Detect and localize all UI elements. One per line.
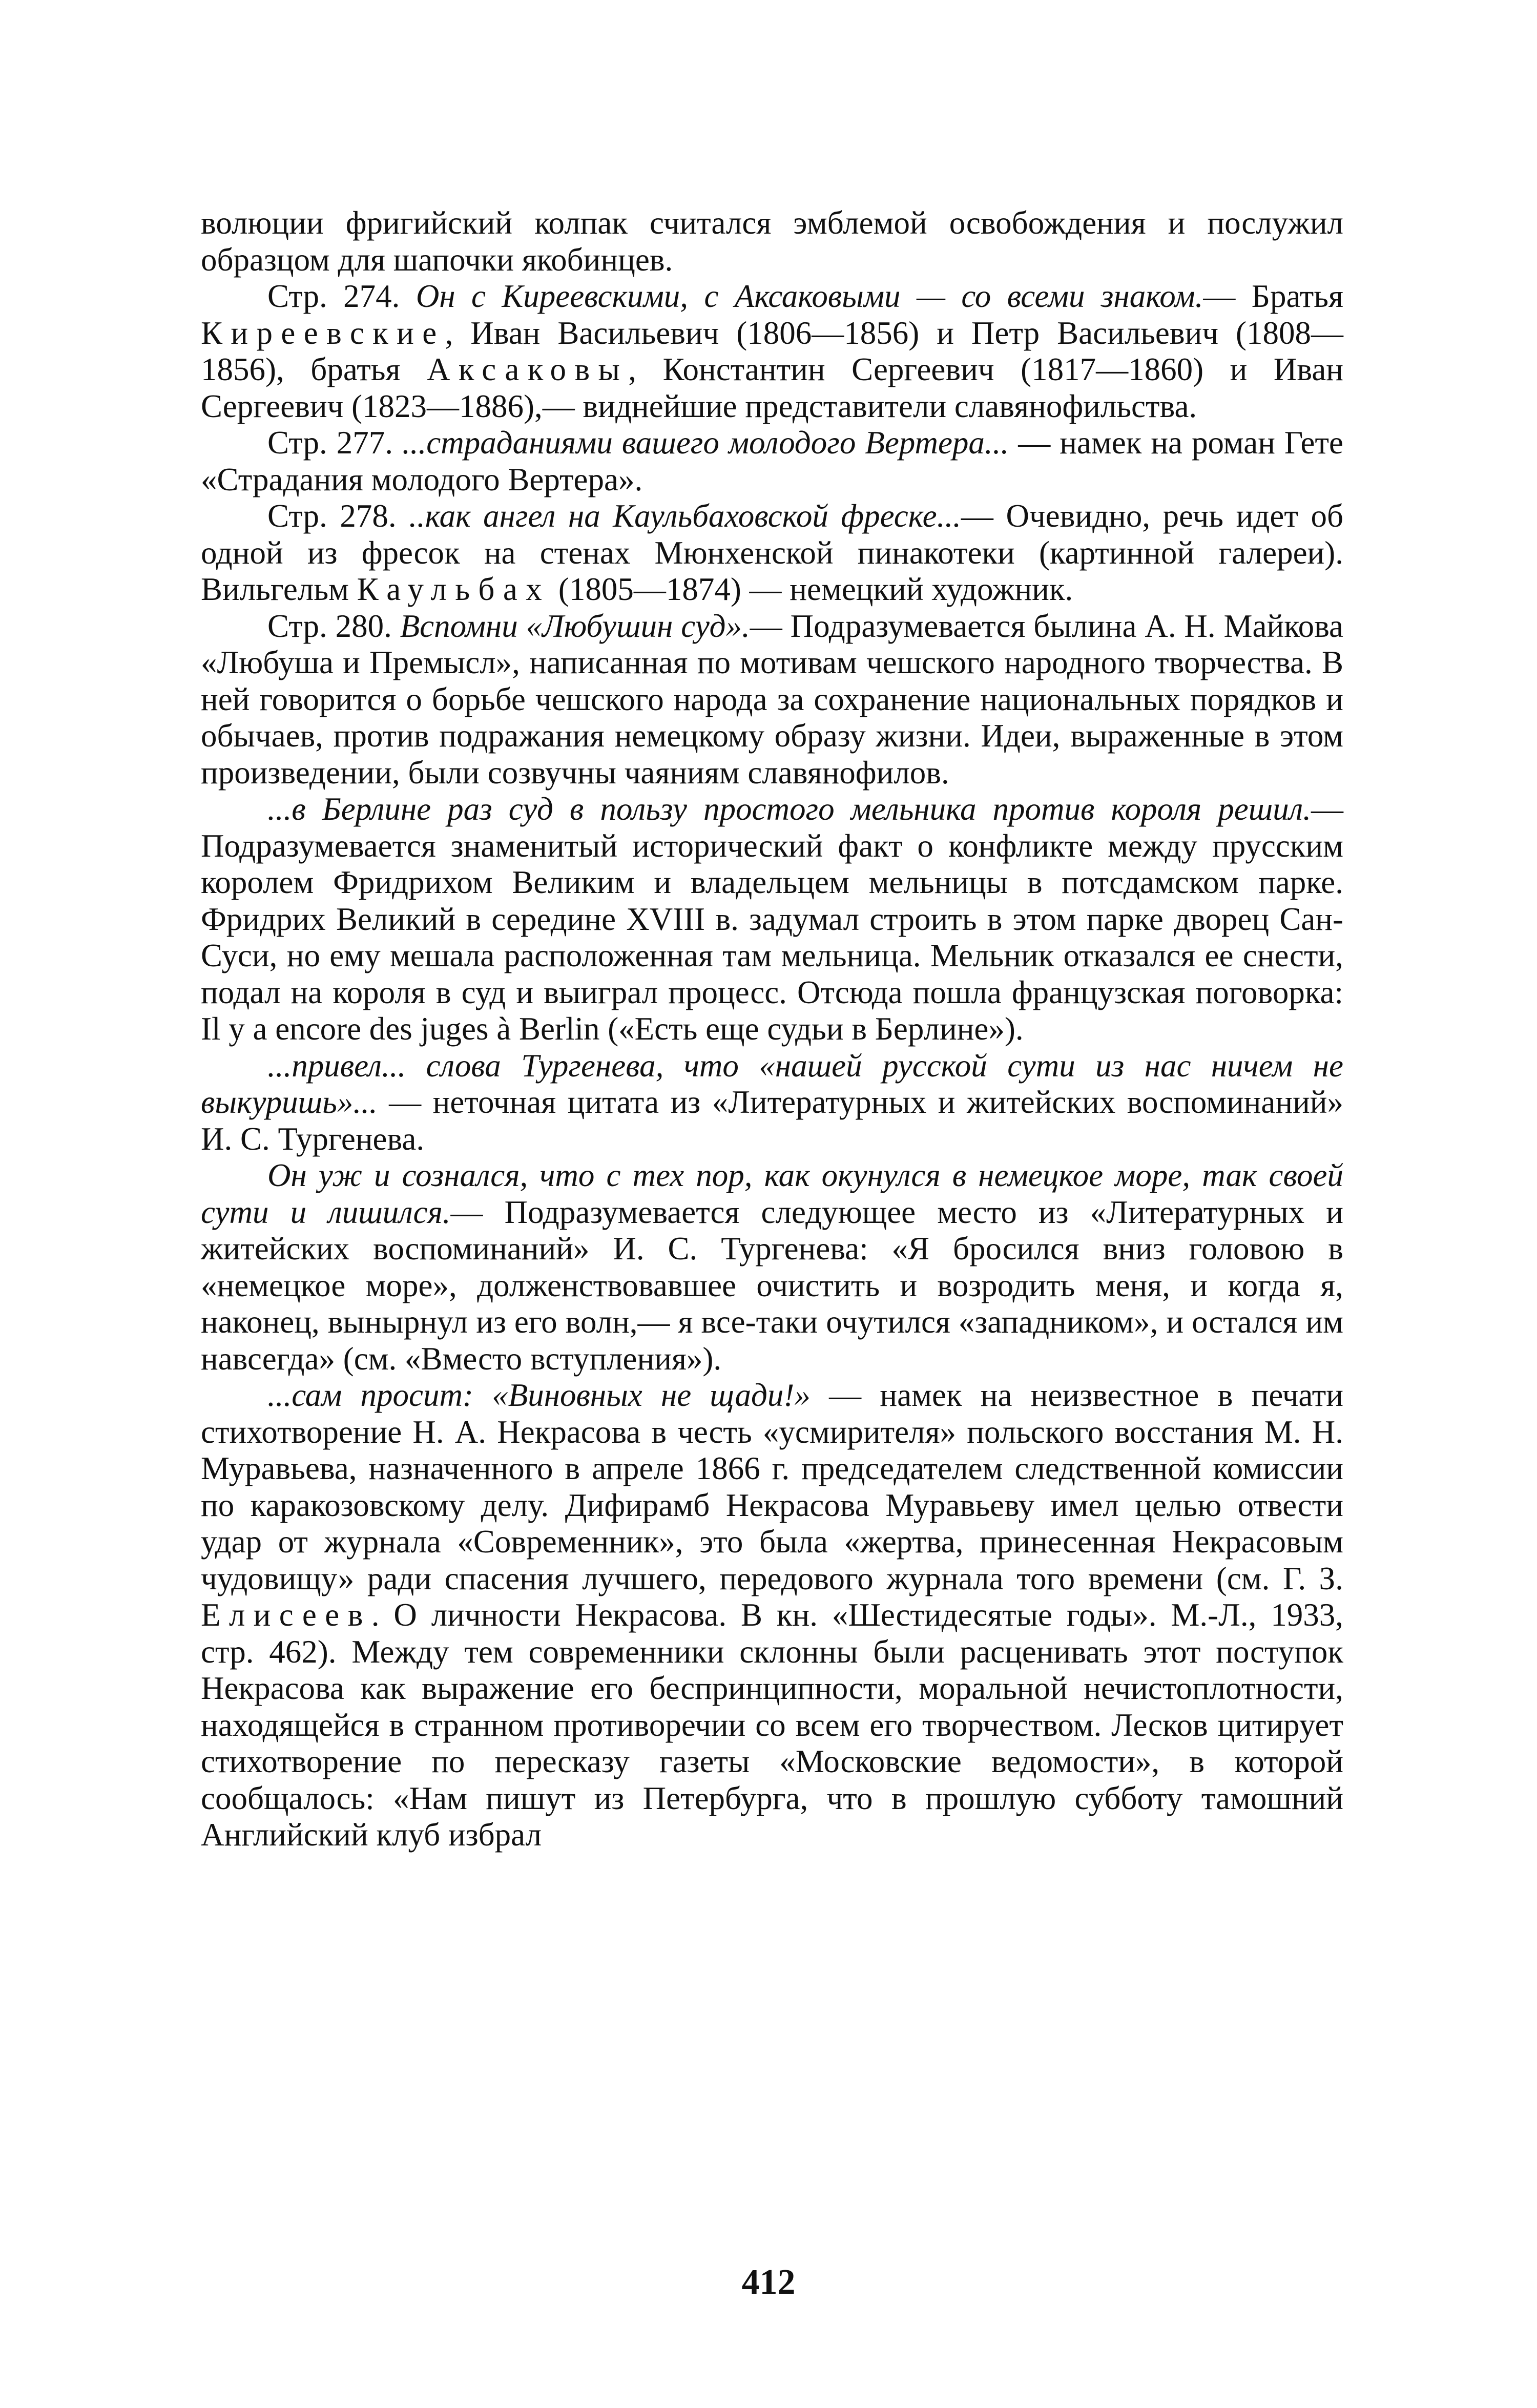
paragraph-6: [201, 1048, 1343, 1158]
quoted-phrase: Он уж и сознался, что с тех пор, как окунулся в немецкое море, так своей сути и лишился.: [201, 1157, 1343, 1230]
name-spaced: Елисеев: [201, 1597, 371, 1633]
name-spaced: Киреевские: [201, 315, 445, 351]
commentary-text: — намек на роман Гете «Страдания молодого Вертера».: [201, 425, 1343, 497]
paragraph-5: [201, 791, 1343, 1048]
commentary-text: — Подразумевается былина А. Н. Майкова «Любуша и Премысл», написанная по мотивам чешского народного творчества. В ней говорится о борьбе чешского народа за сохранение национальных порядков и обычаев, против подражания немецкому образу жизни. Идеи, выраженные в этом произведении, были созвучны чаяниям славянофилов.: [201, 608, 1344, 791]
quoted-phrase: ...в Берлине раз суд в пользу простого мельника против короля решил.: [267, 791, 1311, 827]
commentary-text: — Братья: [1203, 278, 1344, 314]
paragraph-8: [201, 1377, 1343, 1854]
paragraph-3: [201, 498, 1343, 608]
paragraph-7: [201, 1157, 1343, 1377]
commentary-text: , Иван Васильевич (1806—1856) и Петр Васильевич (1808—1856), братья: [201, 315, 1343, 387]
quoted-phrase: ..как ангел на Каульбаховской фреске...: [409, 498, 961, 534]
quoted-phrase: ...сам просит: «Виновных не щади!»: [267, 1377, 811, 1413]
commentary-text: . О личности Некрасова. В кн. «Шестидесятые годы». М.-Л., 1933, стр. 462). Между тем современники склонны были расценивать этот поступок Некрасова как выражение его беспринципности, моральной нечистоплотности, находящейся в странном противоречии со всем его творчеством. Лесков цитирует стихотворение по пересказу газеты «Московские ведомости», в которой сообщалось: «Нам пишут из Петербурга, что в прошлую субботу тамошний Английский клуб избрал: [201, 1597, 1343, 1853]
page-reference: Стр. 280.: [267, 608, 400, 644]
commentary-text: волюции фригийский колпак считался эмблемой освобождения и послужил образцом для шапочки якобинцев.: [201, 205, 1343, 278]
commentary-text: — Очевидно, речь идет об одной из фресок на стенах Мюнхенской пинакотеки (картинной галереи). Вильгельм: [201, 498, 1343, 607]
page-reference: Стр. 274.: [267, 278, 416, 314]
name-spaced: Аксаковы: [427, 351, 629, 387]
page-reference: Стр. 277.: [267, 425, 403, 461]
quoted-phrase: ...привел... слова Тургенева, что «нашей русской сути из нас ничем не выкуришь»...: [201, 1047, 1343, 1120]
paragraph-4: [201, 608, 1343, 792]
commentary-text: — Подразумевается знаменитый исторический факт о конфликте между прусским королем Фридрихом Великим и владельцем мельницы в потсдамском парке. Фридрих Великий в середине XVIII в. задумал строить в этом парке дворец Сан-Суси, но ему мешала расположенная там мельница. Мельник отказался ее снести, подал на короля в суд и выиграл процесс. Отсюда пошла французская поговорка: Il y a encore des juges à Berlin («Есть еще судьи в Берлине»).: [201, 791, 1343, 1047]
commentary-text: — неточная цитата из «Литературных и житейских воспоминаний» И. С. Тургенева.: [201, 1084, 1343, 1157]
commentary-text: — намек на неизвестное в печати стихотворение Н. А. Некрасова в честь «усмирителя» польского восстания М. Н. Муравьева, назначенного в апреле 1866 г. председателем следственной комиссии по каракозовскому делу. Дифирамб Некрасова Муравьеву имел целью отвести удар от журнала «Современник», это была «жертва, принесенная Некрасовым чудовищу» ради спасения лучшего, передового журнала того времени (см. Г. З.: [201, 1377, 1343, 1596]
page-reference: Стр. 278.: [267, 498, 409, 534]
text-block: [201, 205, 1343, 1854]
quoted-phrase: Вспомни «Любушин суд».: [400, 608, 750, 644]
name-spaced: Каульбах: [357, 571, 551, 607]
quoted-phrase: ...страданиями вашего молодого Вертера...: [402, 425, 1009, 461]
paragraph-0: [201, 205, 1343, 278]
paragraph-2: [201, 425, 1343, 498]
quoted-phrase: Он с Киреевскими, с Аксаковыми — со всеми знаком.: [416, 278, 1203, 314]
paragraph-1: [201, 278, 1343, 425]
commentary-text: (1805—1874) — немецкий художник.: [550, 571, 1073, 607]
commentary-text: , Константин Сергеевич (1817—1860) и Иван Сергеевич (1823—1886),— виднейшие представители славянофильства.: [201, 351, 1343, 424]
page-number: 412: [741, 2262, 796, 2302]
commentary-text: — Подразумевается следующее место из «Литературных и житейских воспоминаний» И. С. Тургенева: «Я бросился вниз головою в «немецкое море», долженствовавшее очистить и возродить меня, и когда я, наконец, вынырнул из его волн,— я все-таки очутился «западником», и остался им навсегда» (см. «Вместо вступления»).: [201, 1194, 1343, 1377]
